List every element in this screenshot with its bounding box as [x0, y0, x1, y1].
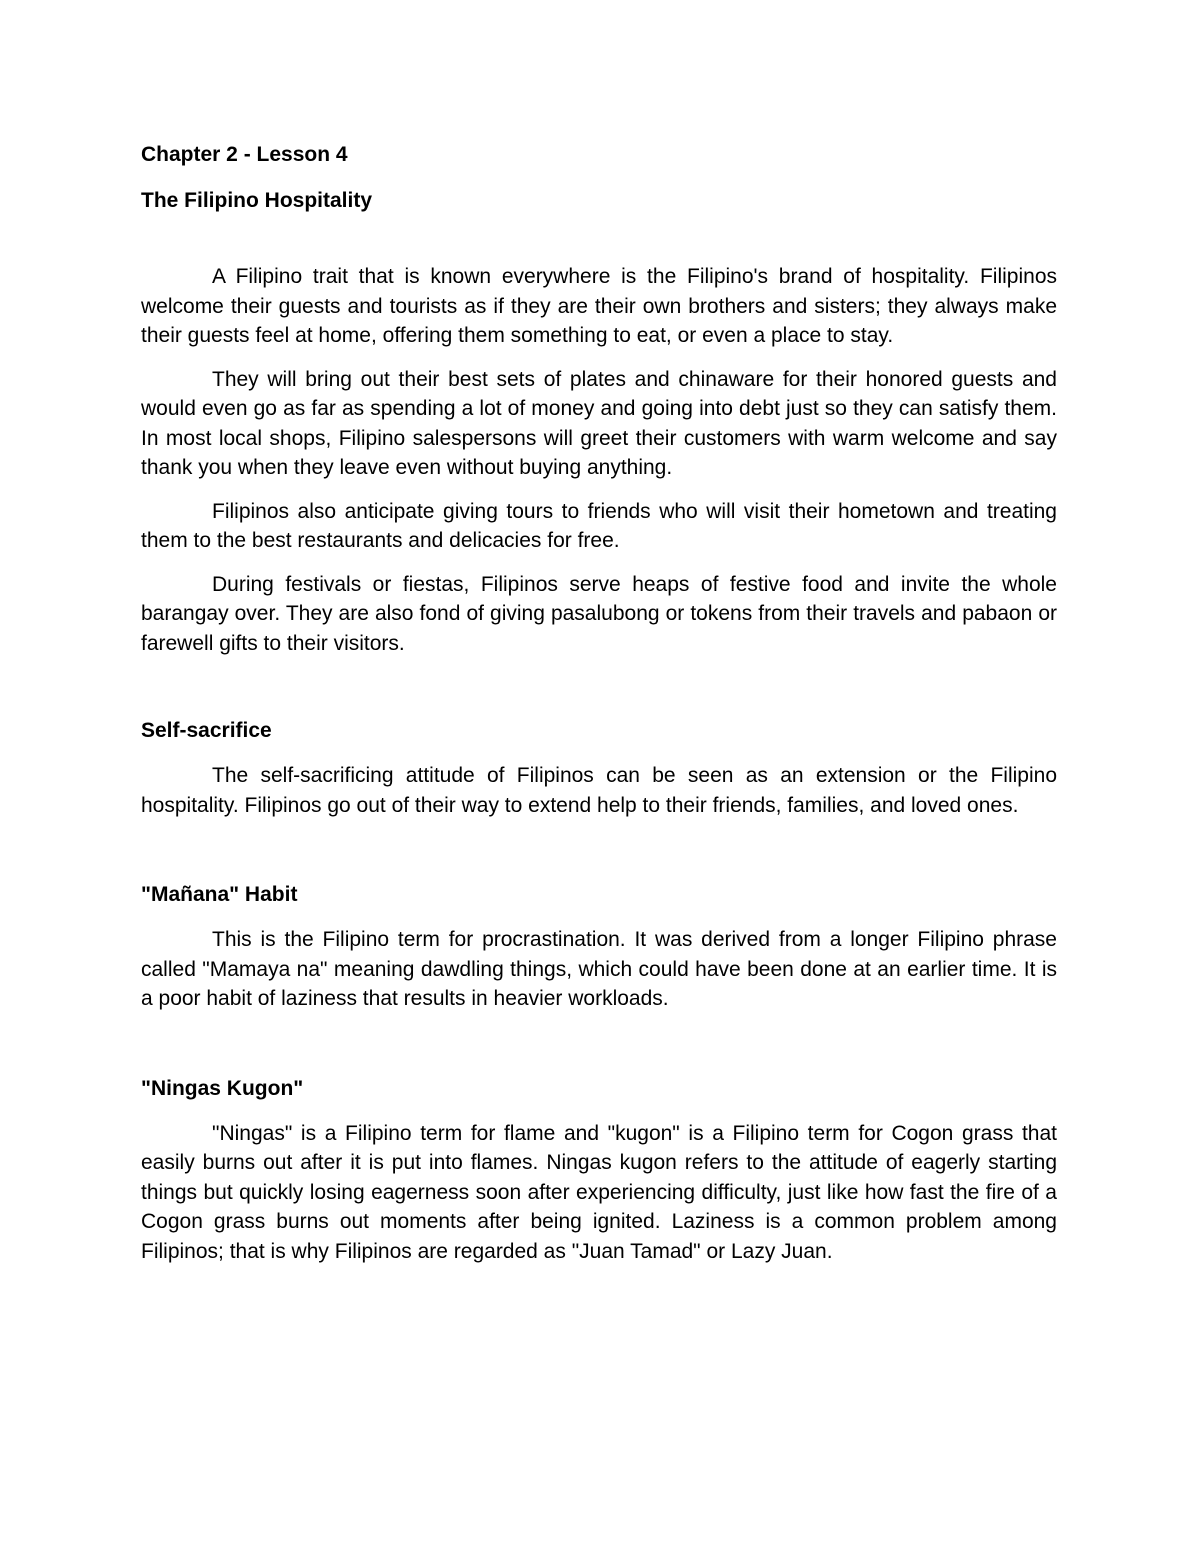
section-heading-manana-habit: "Mañana" Habit [141, 883, 298, 906]
section-heading-self-sacrifice: Self-sacrifice [141, 719, 272, 742]
section-body-ningas-kugon: "Ningas" is a Filipino term for flame and "kugon" is a Filipino term for Cogon grass that easily burns out after it is put into flames. Ningas kugon refers to the attitude of eagerly starting things but quickly losing eagerness soon after experiencing difficulty, just like how fast the fire of a Cogon grass burns out moments after being ignited. Laziness is a common problem among Filipinos; that is why Filipinos are regarded as "Juan Tamad" or Lazy Juan. [141, 1121, 1057, 1263]
intro-paragraph-1: A Filipino trait that is known everywhere is the Filipino's brand of hospitality. Filipinos welcome their guests and tourists as if they are their own brothers and sisters; they always make their guests feel at home, offering them something to eat, or even a place to stay. [141, 265, 1057, 347]
lesson-title: The Filipino Hospitality [141, 189, 372, 212]
section-body-manana-habit: This is the Filipino term for procrastination. It was derived from a longer Filipino phrase called "Mamaya na" meaning dawdling things, which could have been done at an earlier time. It is a poor habit of laziness that results in heavier workloads. [141, 928, 1057, 1010]
document-page [141, 140, 1057, 1266]
intro-paragraph-3: Filipinos also anticipate giving tours to friends who will visit their hometown and treating them to the best restaurants and delicacies for free. [141, 499, 1057, 552]
intro-paragraph-4: During festivals or fiestas, Filipinos serve heaps of festive food and invite the whole barangay over. They are also fond of giving pasalubong or tokens from their travels and pabaon or farewell gifts to their visitors. [141, 572, 1057, 655]
intro-paragraph-2: They will bring out their best sets of plates and chinaware for their honored guests and would even go as far as spending a lot of money and going into debt just so they can satisfy them. In most local shops, Filipino salespersons will greet their customers with warm welcome and say thank you when they leave even without buying anything. [141, 367, 1057, 479]
section-heading-ningas-kugon: "Ningas Kugon" [141, 1076, 304, 1100]
chapter-title: Chapter 2 - Lesson 4 [141, 143, 348, 166]
section-body-self-sacrifice: The self-sacrificing attitude of Filipinos can be seen as an extension or the Filipino hospitality. Filipinos go out of their way to extend help to their friends, families, and loved ones. [141, 764, 1057, 817]
